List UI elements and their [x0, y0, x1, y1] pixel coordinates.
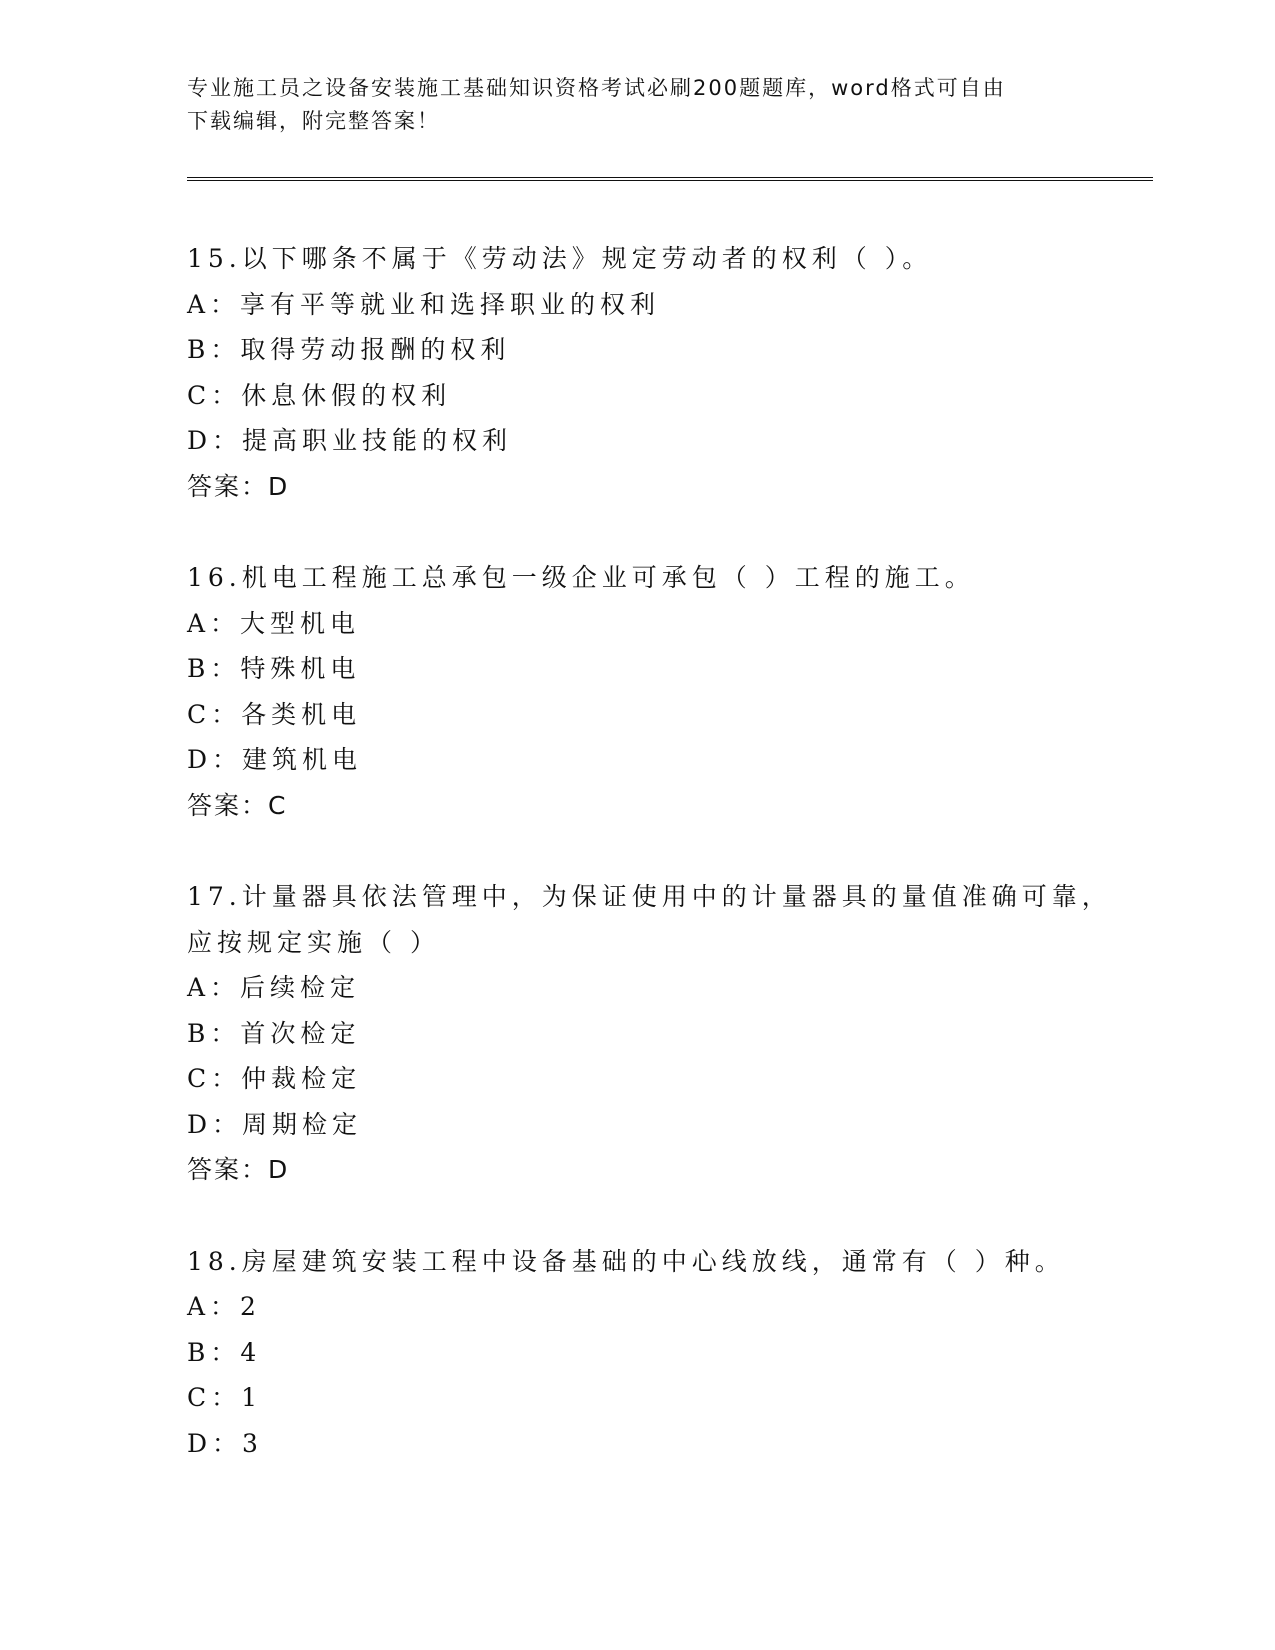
answer-label: 答案： [187, 790, 269, 820]
question-stem [187, 555, 1147, 601]
option-c: C：各类机电 [187, 699, 362, 729]
question-list [187, 236, 1147, 1466]
document-header [187, 72, 1067, 138]
option-a: A：大型机电 [187, 608, 361, 638]
question-number: 16. [187, 563, 242, 592]
header-double-rule [187, 177, 1153, 181]
option-d: D：周期检定 [187, 1109, 363, 1139]
question-spacer [187, 509, 1147, 555]
question-stem-continued: 应按规定实施（ ） [187, 927, 440, 957]
header-title-line-1: 专业施工员之设备安装施工基础知识资格考试必刷200题题库，word格式可自由 [187, 76, 1006, 100]
question-number: 15. [187, 244, 242, 273]
option-c: C：仲裁检定 [187, 1064, 362, 1093]
answer-value: C [268, 790, 288, 820]
question-17 [187, 874, 1147, 1193]
question-number: 18. [187, 1246, 242, 1276]
option-c: C：1 [187, 1383, 263, 1412]
option-d: D：3 [187, 1428, 263, 1458]
question-spacer [187, 1193, 1147, 1239]
answer [187, 1147, 1147, 1193]
question-text: 计量器具依法管理中，为保证使用中的计量器具的量值准确可靠， [241, 882, 1112, 911]
question-text: 房屋建筑安装工程中设备基础的中心线放线，通常有（ ）种。 [241, 1246, 1065, 1276]
answer-value: D [268, 471, 290, 501]
question-15 [187, 236, 1147, 509]
question-stem [187, 236, 1147, 282]
question-text: 机电工程施工总承包一级企业可承包（ ）工程的施工。 [241, 563, 975, 592]
question-spacer [187, 828, 1147, 874]
option-d: D：建筑机电 [187, 745, 363, 774]
question-stem [187, 874, 1147, 920]
option-b: B：取得劳动报酬的权利 [187, 335, 511, 364]
question-16 [187, 555, 1147, 828]
option-c: C：休息休假的权利 [187, 380, 452, 410]
question-number: 17. [187, 882, 242, 911]
answer [187, 464, 1147, 510]
option-a: A：2 [187, 1292, 261, 1321]
question-18 [187, 1239, 1147, 1467]
option-a: A：后续检定 [187, 973, 361, 1002]
option-d: D：提高职业技能的权利 [187, 426, 513, 455]
option-b: B：4 [187, 1337, 262, 1367]
answer-label: 答案： [187, 471, 269, 501]
answer-value: D [268, 1155, 290, 1184]
question-text: 以下哪条不属于《劳动法》规定劳动者的权利（ ）。 [241, 244, 933, 273]
option-a: A：享有平等就业和选择职业的权利 [187, 289, 661, 319]
answer [187, 783, 1147, 829]
answer-label: 答案： [187, 1155, 269, 1184]
header-title-line-2: 下载编辑，附完整答案！ [187, 109, 440, 133]
option-b: B：特殊机电 [187, 654, 361, 683]
question-stem [187, 1239, 1147, 1285]
option-b: B：首次检定 [187, 1018, 361, 1048]
